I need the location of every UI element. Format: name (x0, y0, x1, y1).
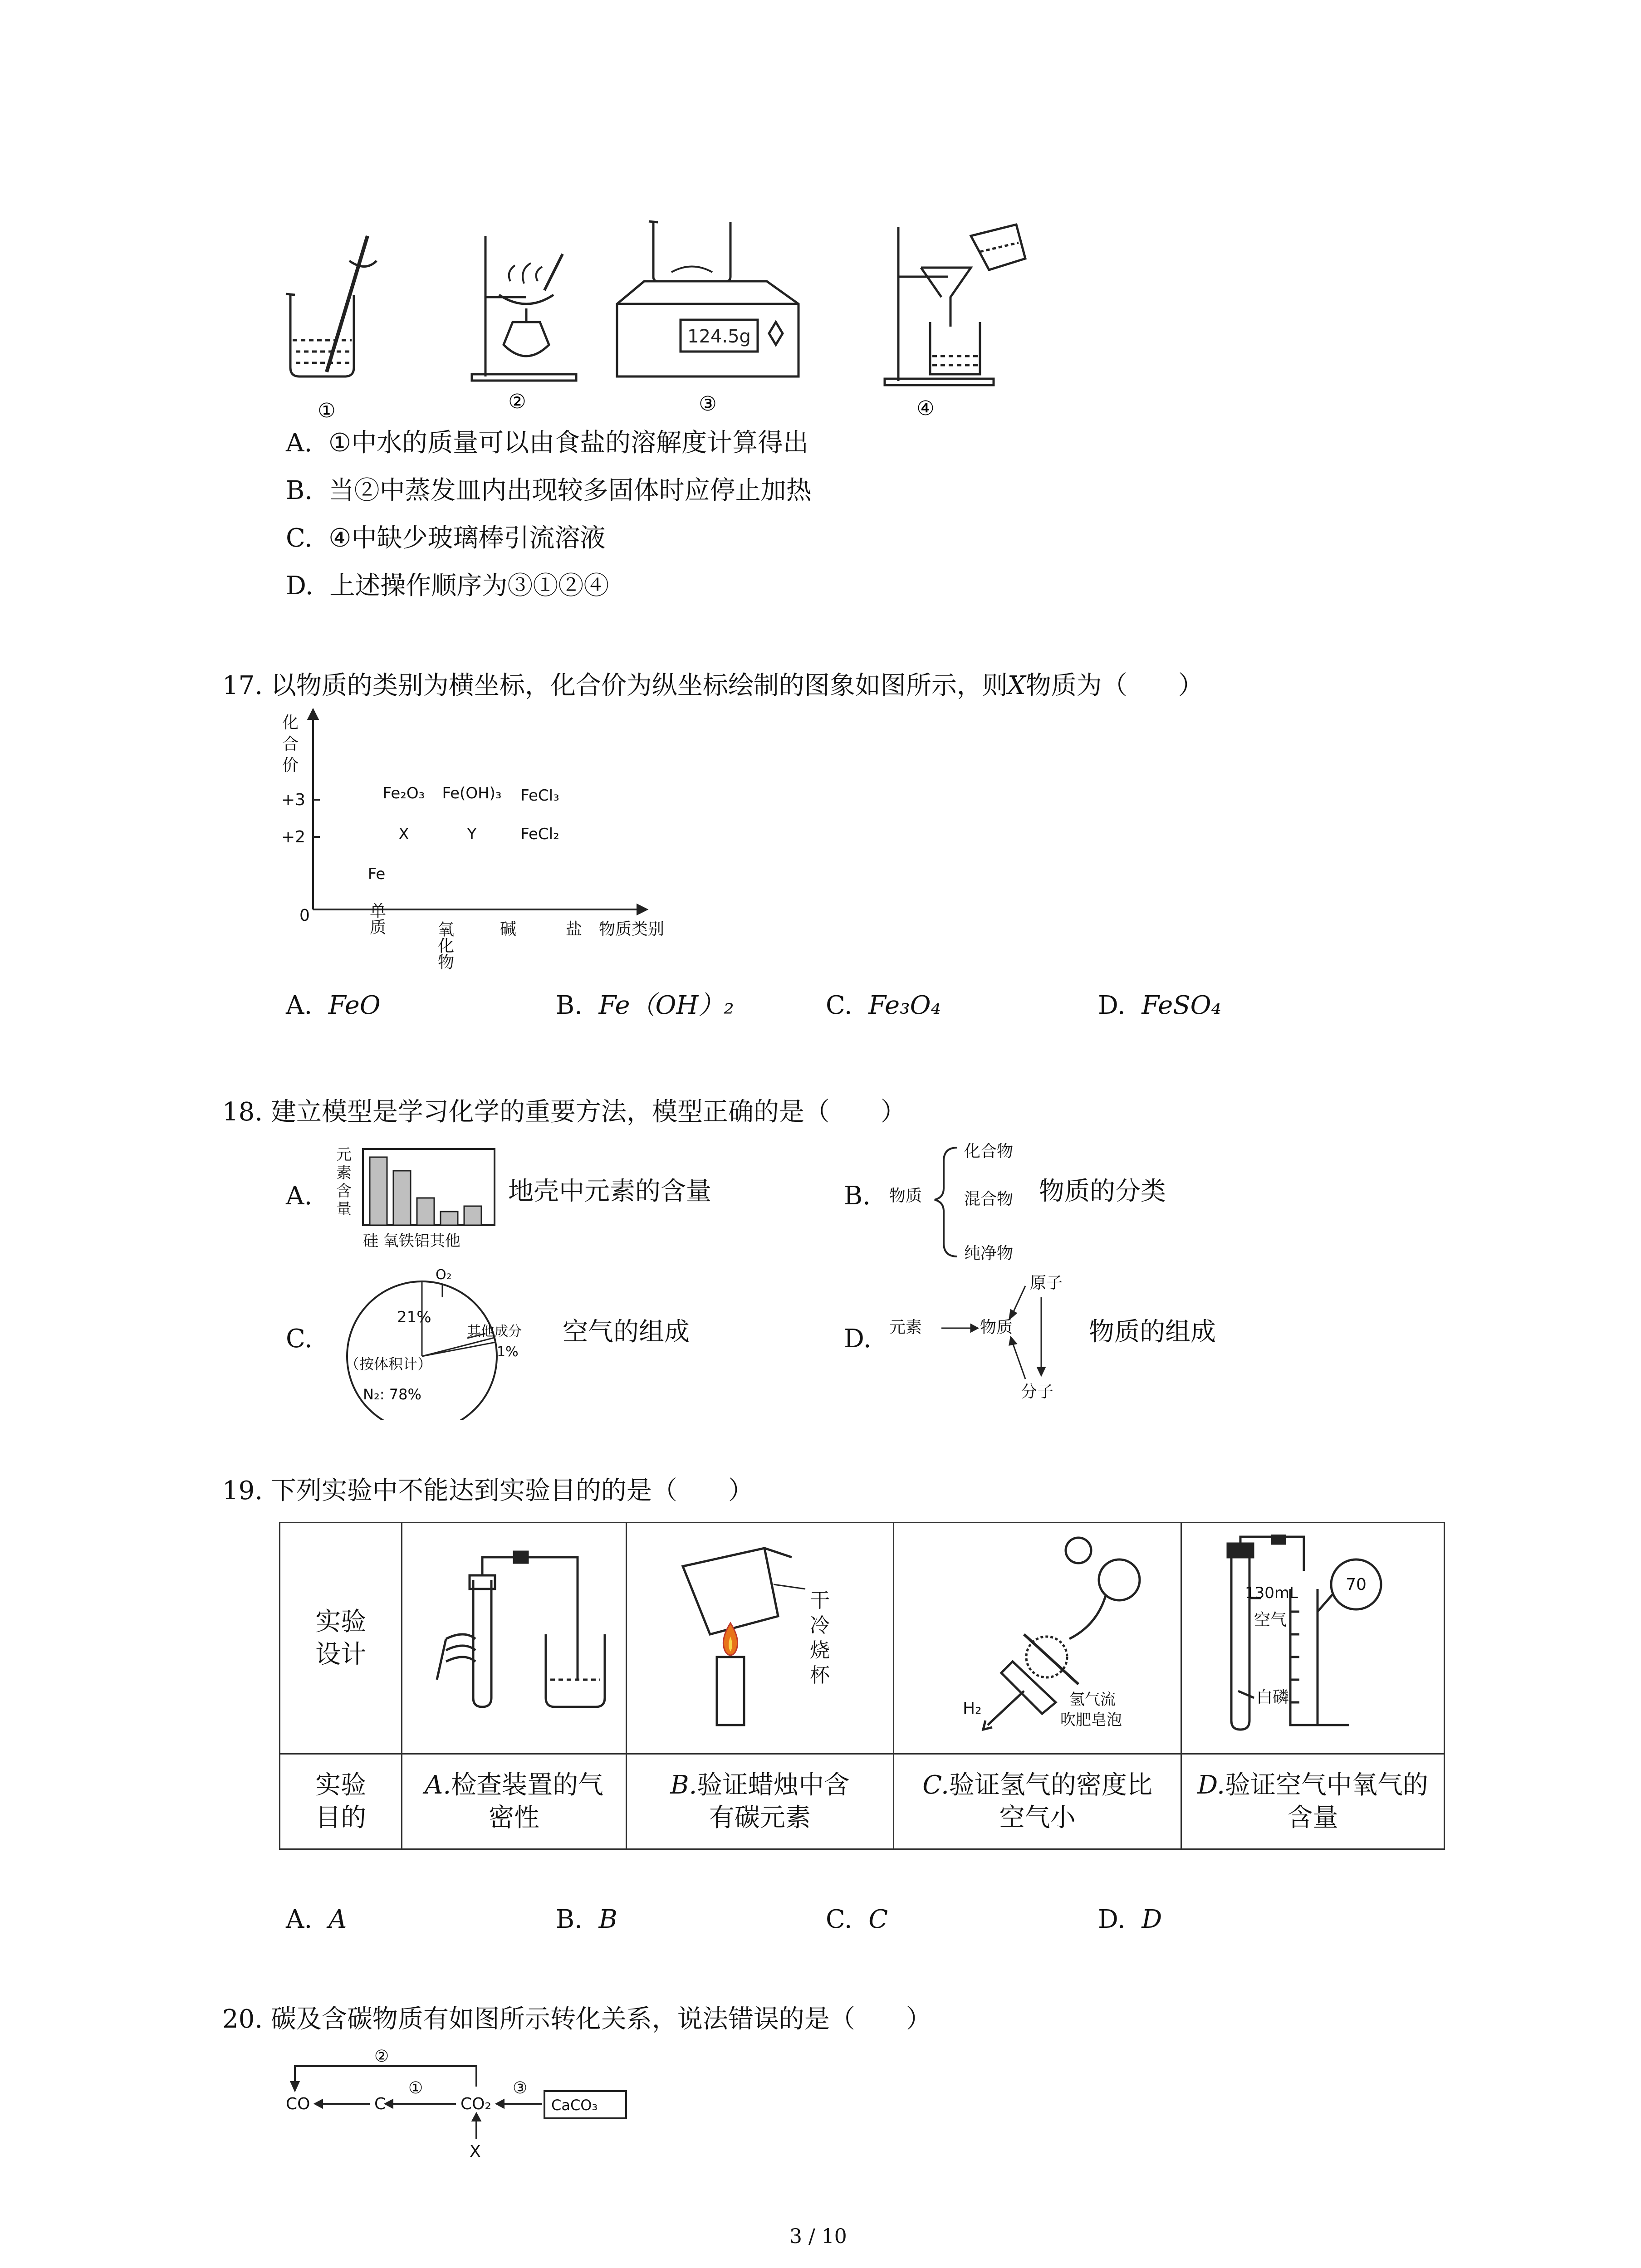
purpose-b: B.验证蜡烛中含有碳元素 (626, 1754, 893, 1849)
pie-volume-note: （按体积计） (345, 1355, 432, 1373)
q18-option-c-caption: 空气的组成 (563, 1317, 690, 1347)
option-text: Fe（OH）₂ (598, 991, 734, 1020)
figure-label-3: ③ (699, 392, 717, 415)
experiment-b-figure (626, 1523, 893, 1754)
q19-option-d[interactable] (1098, 1905, 1162, 1934)
q19-option-c[interactable] (826, 1905, 888, 1934)
question-text: 下列实验中不能达到实验目的的是（ ） (270, 1476, 754, 1505)
question-number: 19. (222, 1476, 263, 1505)
q17-valence-chart (272, 708, 708, 980)
chart-ylabel-char: 价 (282, 756, 299, 775)
option-text: A (328, 1905, 347, 1934)
option-text: FeO (328, 991, 381, 1020)
phosphorus-label: 白磷 (1256, 1687, 1289, 1706)
option-text: C (868, 1905, 888, 1934)
figure-label-2: ② (508, 390, 526, 413)
q18-stem (222, 1098, 906, 1127)
q19-option-a[interactable] (286, 1905, 347, 1934)
q17-option-a[interactable] (286, 991, 381, 1020)
chart-bar-labels: 硅 氧铁铝其他 (363, 1232, 460, 1250)
q16-option-c[interactable] (286, 524, 605, 553)
option-text: D (1141, 1905, 1162, 1934)
chart-point-fe: Fe (367, 865, 386, 883)
chart-ylabel-char: 元 (336, 1146, 352, 1164)
chart-point-fe2o3: Fe₂O₃ (382, 784, 425, 802)
chart-category-salt: 盐 (565, 920, 583, 938)
pie-other-label: 其他成分 (467, 1324, 522, 1339)
question-number: 20. (222, 2004, 263, 2034)
hydrogen-bubble-label-1: 氢气流 (1069, 1690, 1116, 1709)
airtightness-check-icon (419, 1544, 609, 1725)
q19-option-b[interactable] (556, 1905, 617, 1934)
option-text: ①中水的质量可以由食盐的溶解度计算得出 (328, 428, 809, 458)
candle-cold-beaker-icon (656, 1539, 864, 1730)
chart-xlabel: 物质类别 (599, 920, 665, 938)
mark-1: ① (408, 2079, 423, 2097)
q20-stem (222, 2005, 931, 2034)
slice-boundary-其他成分 (422, 1342, 495, 1356)
figure-label-1: ① (318, 399, 336, 422)
question-number: 17. (222, 671, 263, 700)
experiment-c-figure (893, 1523, 1181, 1754)
q18-option-d-caption: 物质的组成 (1089, 1317, 1216, 1347)
pie-o2-pct: 21% (397, 1308, 431, 1326)
q18-option-d-composition (889, 1270, 1080, 1406)
chart-point-feoh3: Fe(OH)₃ (442, 784, 502, 802)
classification-item: 纯净物 (964, 1244, 1014, 1263)
option-letter: B. (286, 476, 313, 505)
q19-experiment-table (279, 1522, 1445, 1850)
evaporation-setup-icon (472, 236, 576, 381)
pie-label-o2: O₂ (436, 1267, 452, 1283)
composition-element: 元素 (889, 1318, 922, 1337)
chart-point-fecl2: FeCl₂ (520, 825, 559, 843)
option-letter: C. (826, 991, 852, 1020)
hydrogen-bubble-label-2: 吹肥皂泡 (1060, 1711, 1122, 1729)
q17-option-b[interactable] (556, 991, 734, 1020)
option-text: ④中缺少玻璃棒引流溶液 (328, 523, 606, 553)
chart-point-y: Y (467, 825, 477, 843)
option-letter: D. (1098, 1905, 1126, 1934)
q16-figure (272, 218, 1053, 426)
q18-option-a-caption: 地壳中元素的含量 (508, 1177, 711, 1206)
option-letter: A. (286, 428, 313, 458)
slice-boundary-O₂ (422, 1338, 495, 1356)
q18-option-c-pie-chart (331, 1266, 567, 1420)
chart-point-x: X (398, 825, 409, 843)
purpose-d: D.验证空气中氧气的含量 (1181, 1754, 1445, 1849)
chart-origin: 0 (299, 906, 310, 925)
chart-axes (309, 710, 647, 914)
bar-铝 (441, 1212, 458, 1225)
bar-硅 (370, 1157, 387, 1225)
bar-氧 (393, 1171, 411, 1225)
composition-atom: 原子 (1030, 1274, 1063, 1292)
question-text: 碳及含碳物质有如图所示转化关系，说法错误的是（ ） (270, 2004, 931, 2034)
chart-ylabel-char: 化 (282, 714, 299, 732)
mark-3: ③ (513, 2079, 528, 2097)
q16-option-d[interactable] (286, 572, 609, 601)
option-text: 上述操作顺序为③①②④ (329, 571, 609, 601)
purpose-c: C.验证氢气的密度比空气小 (893, 1754, 1181, 1849)
option-text: B (598, 1905, 617, 1934)
classification-root: 物质 (889, 1187, 922, 1205)
q16-option-b[interactable] (286, 476, 812, 505)
chart-category-elemental: 单质 (367, 902, 386, 935)
mark-2: ② (374, 2047, 389, 2066)
q17-option-c[interactable] (826, 991, 941, 1020)
beaker-label-char-3: 烧 (809, 1638, 830, 1662)
question-variable: X (1007, 671, 1026, 700)
chart-ytick-plus2: +2 (281, 828, 306, 846)
option-letter: C. (826, 1905, 852, 1934)
balance-reading: 124.5g (687, 326, 751, 347)
option-letter: A. (286, 991, 313, 1020)
page-number: 3 / 10 (789, 2225, 847, 2248)
table-header-design: 实验设计 (280, 1523, 402, 1754)
q18-option-b-classification (889, 1134, 1062, 1270)
h2-label: H₂ (962, 1699, 982, 1718)
q16-option-a[interactable] (286, 429, 808, 458)
experiment-a-figure (402, 1523, 627, 1754)
bar-其他 (464, 1206, 481, 1225)
air-label: 空气 (1254, 1610, 1287, 1629)
option-letter: D. (286, 571, 314, 601)
figure-label-4: ④ (916, 397, 935, 420)
node-x: X (470, 2142, 481, 2161)
option-text: Fe₃O₄ (868, 991, 941, 1020)
volume-label: 130mL (1244, 1584, 1298, 1602)
conversion-arrows (291, 2066, 542, 2139)
beaker-label-char-2: 冷 (809, 1613, 830, 1637)
q18-option-c-letter[interactable]: C. (286, 1324, 313, 1354)
oxygen-content-apparatus-icon (1204, 1535, 1422, 1734)
bar-铁 (417, 1198, 434, 1225)
q18-option-d-letter[interactable]: D. (844, 1324, 872, 1354)
chart-category-oxide: 氧化物 (435, 921, 454, 970)
q18-option-b-letter[interactable]: B. (844, 1181, 871, 1211)
chart-ylabel-char: 量 (336, 1200, 352, 1218)
classification-item: 化合物 (964, 1142, 1014, 1161)
filtration-setup-icon (885, 225, 1025, 385)
node-caco3: CaCO₃ (551, 2097, 598, 2114)
node-c: C (374, 2095, 386, 2113)
chart-ylabel-char: 素 (336, 1164, 352, 1182)
q20-carbon-conversion-diagram (277, 2041, 640, 2168)
beaker-label-char-4: 杯 (809, 1663, 830, 1687)
q19-stem (222, 1476, 754, 1505)
table-header-purpose: 实验目的 (280, 1754, 402, 1849)
q17-stem (222, 671, 1204, 700)
cylinder-reading: 70 (1345, 1575, 1367, 1594)
question-text: 以物质的类别为横坐标，化合价为纵坐标绘制的图象如图所示，则 (270, 671, 1008, 700)
question-number: 18. (222, 1097, 263, 1127)
option-text: 当②中蒸发皿内出现较多固体时应停止加热 (328, 476, 812, 505)
chart-ytick-plus3: +3 (281, 791, 306, 809)
chart-category-base: 碱 (500, 920, 517, 938)
option-text: FeSO₄ (1141, 991, 1221, 1020)
chart-ylabel-char: 含 (336, 1182, 352, 1200)
q18-option-a-bar-chart (336, 1145, 499, 1254)
chart-ylabel-char: 合 (282, 735, 299, 753)
question-text: 建立模型是学习化学的重要方法，模型正确的是（ ） (270, 1097, 906, 1127)
chart-point-fecl3: FeCl₃ (520, 787, 559, 805)
purpose-a: A.检查装置的气密性 (402, 1754, 627, 1849)
q17-option-d[interactable] (1098, 991, 1221, 1020)
pie-n2-label: N₂: 78% (363, 1386, 421, 1403)
q18-option-b-caption: 物质的分类 (1039, 1177, 1166, 1206)
question-text-end: 物质为（ ） (1025, 671, 1204, 700)
hydrogen-soap-bubble-icon (920, 1535, 1156, 1734)
node-co2: CO₂ (460, 2095, 491, 2113)
node-co: CO (286, 2095, 310, 2113)
option-letter: A. (286, 1905, 313, 1934)
composition-substance: 物质 (980, 1318, 1013, 1337)
composition-molecule: 分子 (1021, 1383, 1054, 1401)
option-letter: B. (556, 991, 583, 1020)
electronic-balance-icon (617, 221, 798, 376)
brace-icon (935, 1148, 957, 1256)
option-letter: D. (1098, 991, 1126, 1020)
option-letter: C. (286, 523, 313, 553)
experiment-d-figure (1181, 1523, 1445, 1754)
pie-other-pct: 1% (497, 1344, 519, 1360)
option-letter: B. (556, 1905, 583, 1934)
q18-option-a-letter[interactable]: A. (286, 1181, 313, 1211)
classification-item: 混合物 (964, 1190, 1014, 1208)
beaker-with-rod-icon (286, 236, 377, 376)
beaker-label-char-1: 干 (809, 1589, 830, 1612)
